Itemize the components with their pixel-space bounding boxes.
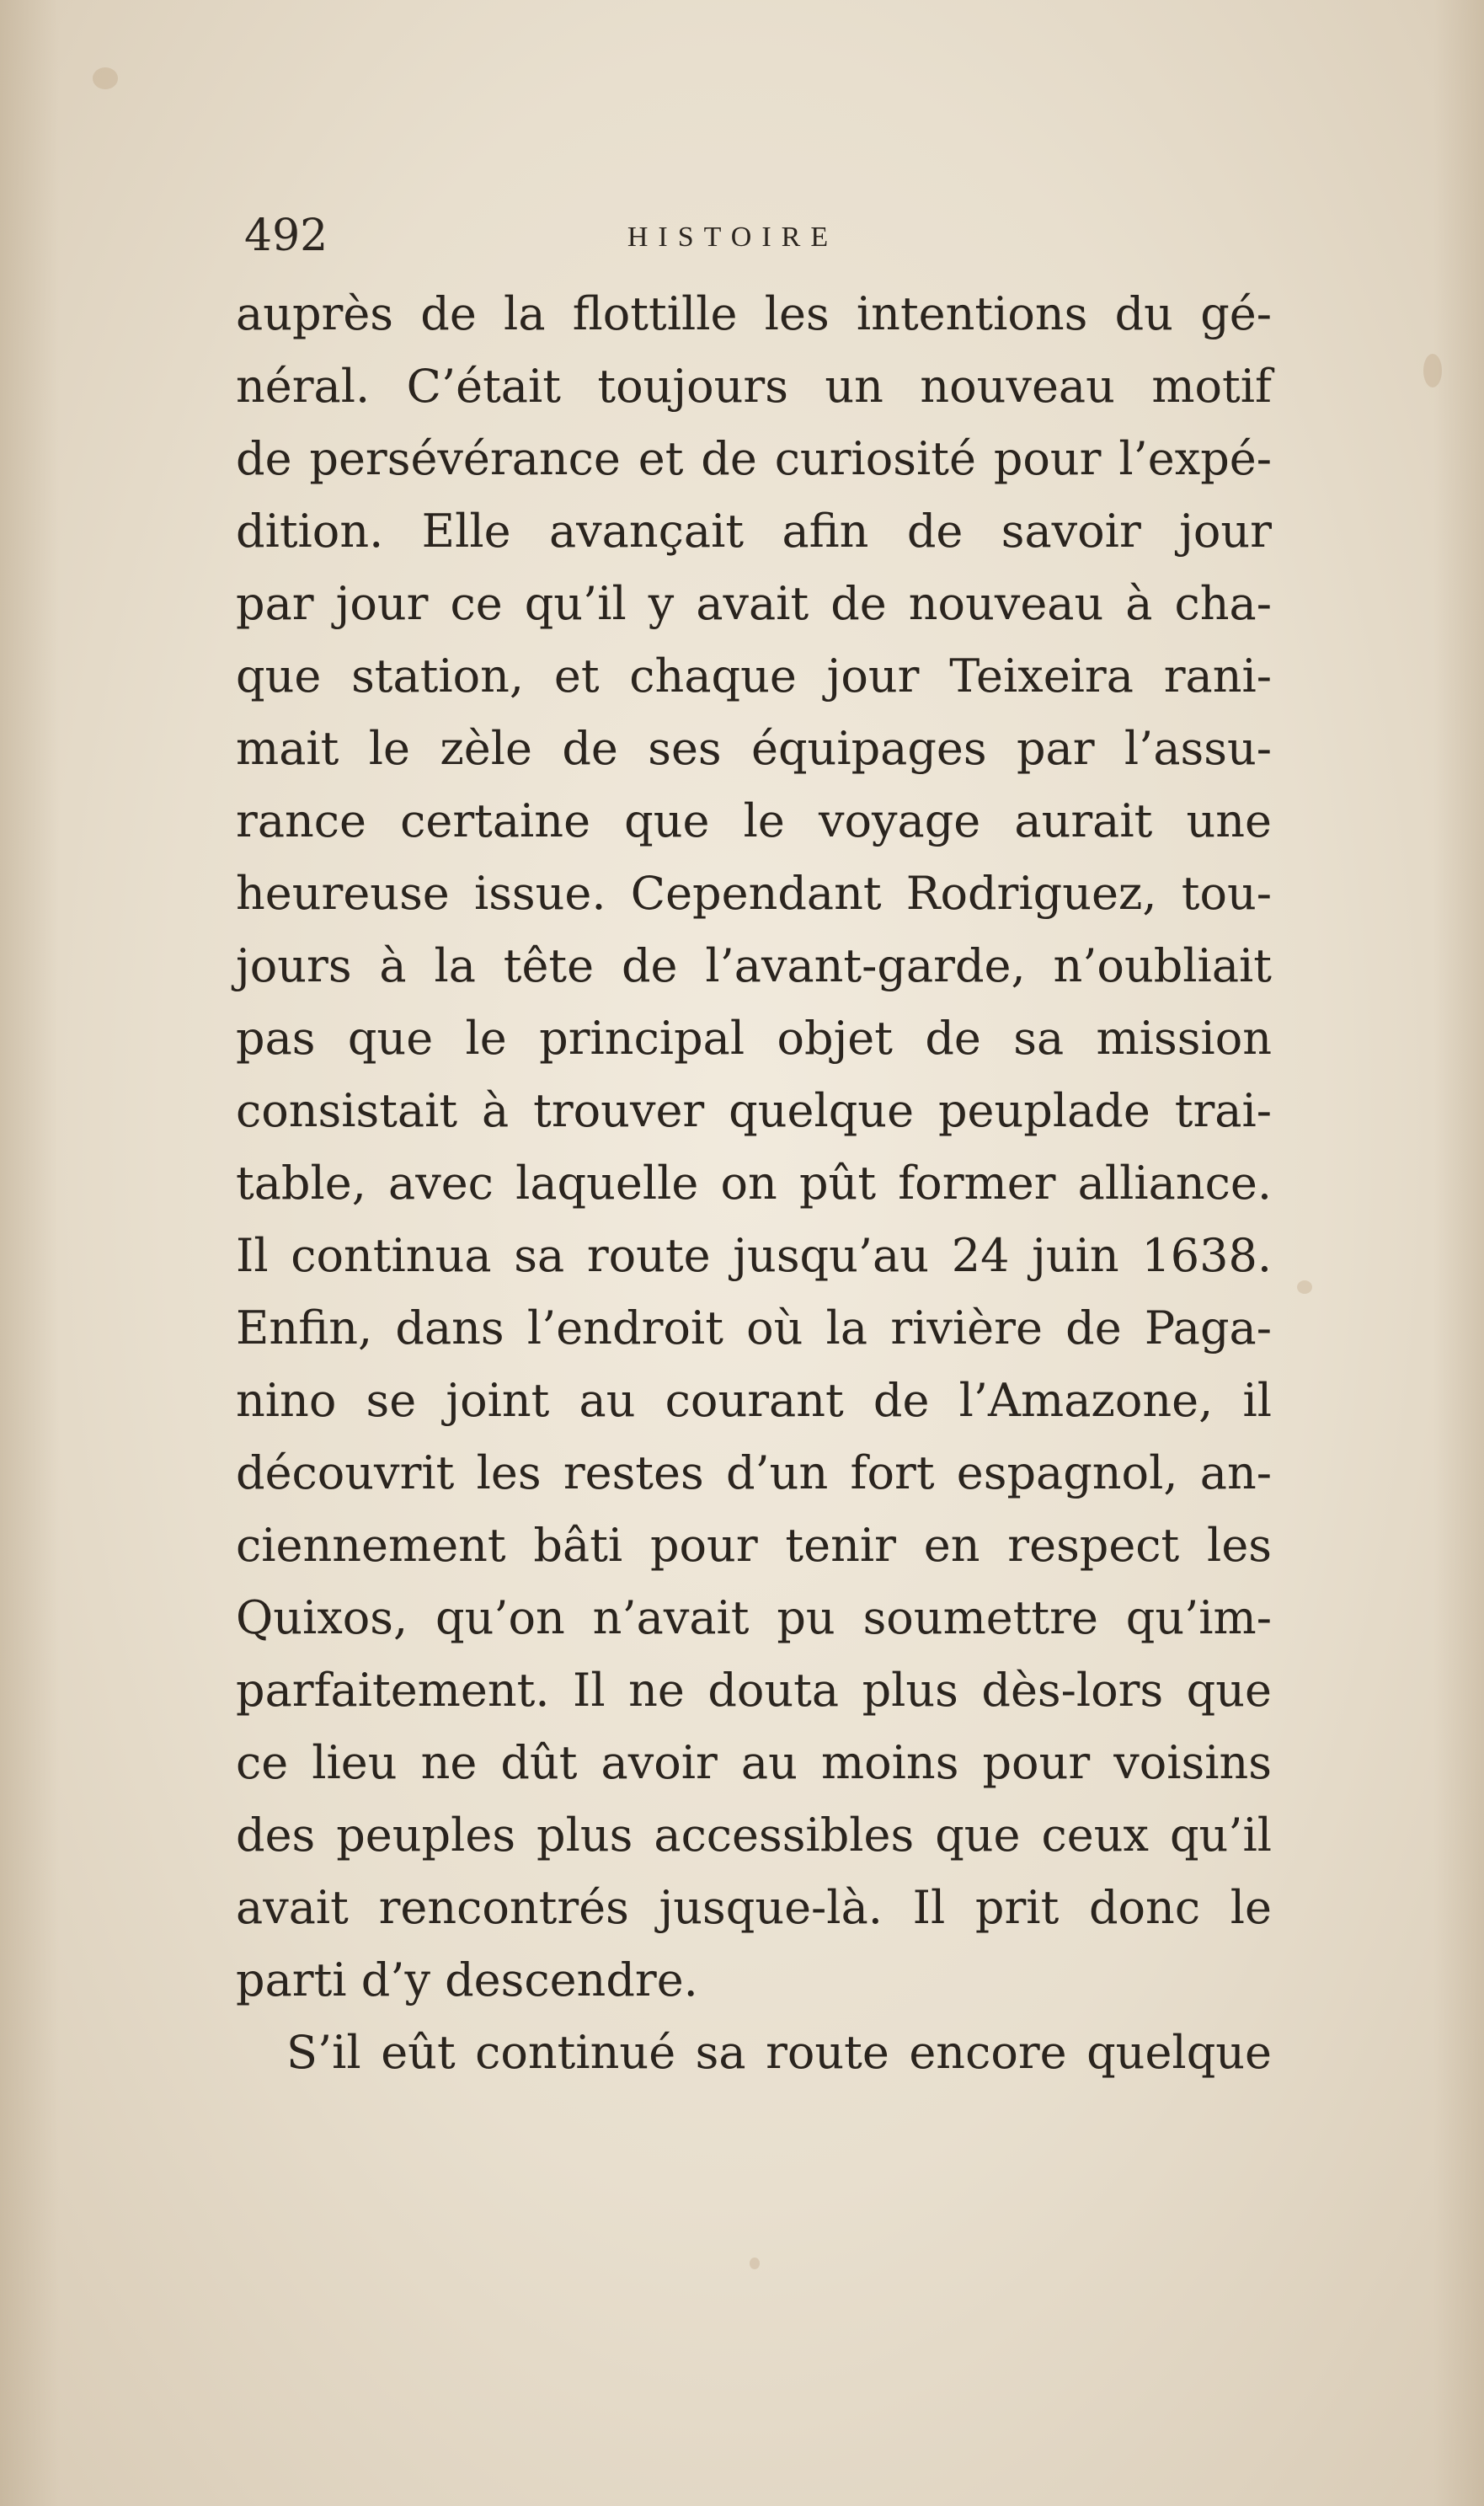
text-line: parfaitement. Il ne douta plus dès-lors que (236, 1664, 1272, 1717)
text-line-paragraph-start: S’il eût continué sa route encore quelque (286, 2026, 1272, 2079)
text-line: que station, et chaque jour Teixeira rani- (236, 649, 1272, 703)
text-line: néral. C’était toujours un nouveau motif (236, 360, 1272, 413)
text-line: découvrit les restes d’un fort espagnol, an- (236, 1446, 1272, 1499)
text-line: rance certaine que le voyage aurait une (236, 794, 1272, 847)
foxing-spot (750, 2258, 760, 2269)
text-line: Il continua sa route jusqu’au 24 juin 1638. (236, 1229, 1272, 1282)
left-page-edge-shadow (0, 0, 59, 2506)
page-header (244, 206, 1280, 265)
text-line: nino se joint au courant de l’Amazone, il (236, 1374, 1272, 1427)
text-line: auprès de la flottille les intentions du gé- (236, 287, 1272, 340)
foxing-spot (1423, 354, 1442, 387)
page-number: 492 (244, 211, 328, 261)
text-line: ciennement bâti pour tenir en respect les (236, 1519, 1272, 1572)
text-line: par jour ce qu’il y avait de nouveau à cha- (236, 577, 1272, 630)
running-head: HISTOIRE (627, 222, 839, 253)
text-line: ce lieu ne dût avoir au moins pour voisins (236, 1736, 1272, 1789)
text-line: consistait à trouver quelque peuplade trai- (236, 1084, 1272, 1137)
text-line: de persévérance et de curiosité pour l’expé- (236, 432, 1272, 485)
text-line: Enfin, dans l’endroit où la rivière de Paga- (236, 1301, 1272, 1355)
text-line: mait le zèle de ses équipages par l’assu- (236, 722, 1272, 775)
text-line: avait rencontrés jusque-là. Il prit donc le (236, 1881, 1272, 1934)
text-line: jours à la tête de l’avant-garde, n’oubliait (236, 939, 1272, 992)
text-line: pas que le principal objet de sa mission (236, 1012, 1272, 1065)
text-line: dition. Elle avançait afin de savoir jour (236, 505, 1272, 558)
body-text (236, 278, 1272, 2089)
text-line: heureuse issue. Cependant Rodriguez, tou- (236, 867, 1272, 920)
text-line: des peuples plus accessibles que ceux qu’il (236, 1809, 1272, 1862)
text-line: Quixos, qu’on n’avait pu soumettre qu’im- (236, 1591, 1272, 1644)
foxing-spot (1297, 1280, 1312, 1294)
text-line-paragraph-end: parti d’y descendre. (236, 1953, 698, 2006)
text-line: table, avec laquelle on pût former alliance. (236, 1157, 1272, 1210)
foxing-spot (93, 67, 118, 89)
